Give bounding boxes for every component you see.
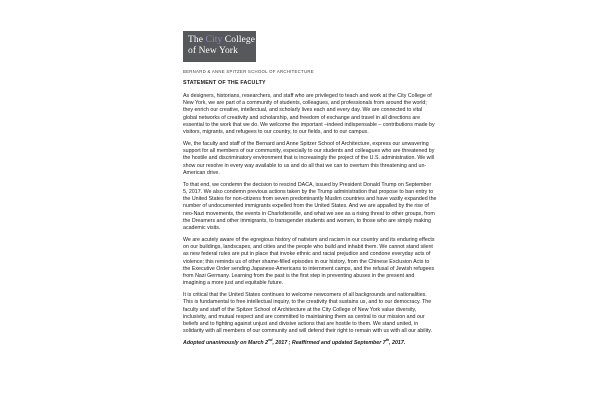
school-name: BERNARD & ANNE SPITZER SCHOOL OF ARCHITECTURE <box>183 69 314 74</box>
paragraph-3: To that end, we condemn the decision to rescind DACA, issued by President Donald Trump on September 5, 2017. We also condemn previous actions taken by the Trump administration that propose to ban entry to the United States for non-citizens from seven predominantly Muslim countries and have vastly expanded the number of undocumented immigrants expelled from the United States. And we are appalled by the rise of neo-Nazi movements, the events in Charlottesville, and what we see as a rising threat to other groups, from the Dreamers and other immigrants, to transgender students and women, to those who are simply making academic visits. <box>183 181 437 232</box>
paragraph-4: We are acutely aware of the egregious history of nativism and racism in our country and its enduring effects on our buildings, landscapes, and cities and the people who build and inhabit them. We cannot stand silent as new federal rules are put in place that invoke ethnic and racial prejudice and condone everyday acts of violence; this reminds us of other shame-filled episodes in our history, from the Chinese Exclusion Acts to the Executive Order sending Japanese-Americans to internment camps, and the refusal of Jewish refugees from Nazi Germany. Learning from the past is the first step in preventing abuses in the present and imagining a more just and equitable future. <box>183 237 435 287</box>
logo-word-the: The <box>188 35 206 45</box>
paragraph-1: As designers, historians, researchers, and staff who are privileged to teach and work at the City College of New York, we are part of a community of students, colleagues, and professionals from around the world; they enrich our creative, intellectual, and scholarly lives each and every day. We are connected to vital global networks of creativity and scholarship, and freedom of exchange and travel in all directions are essential to the work that we do. We welcome the important –indeed indispensable – contributions made by visitors, migrants, and refugees to our country, to our fields, and to our campus. <box>183 93 435 136</box>
adoption-part-1: Adopted unanimously on March 2 <box>183 340 269 347</box>
logo-line-2: of New York <box>188 45 238 56</box>
adoption-note <box>183 340 437 347</box>
document-content <box>183 31 437 347</box>
logo-word-college: College <box>222 35 256 45</box>
statement-body <box>183 93 437 335</box>
adoption-superscript-th: th <box>385 338 390 343</box>
paragraph-2: We, the faculty and staff of the Bernard and Anne Spitzer School of Architecture, express our unwavering support for all members of our community, especially to our students and colleagues who are threatened by the hostile and discriminatory environment that is increasingly the project of the U.S. administration. We will show our resolve in every way available to us and do all that we can to overturn this threatening and un-American drive. <box>183 141 435 176</box>
statement-title: STATEMENT OF THE FACULTY <box>183 80 266 86</box>
adoption-part-3: , 2017. <box>389 340 406 347</box>
adoption-part-2: , 2017 ; Reaffirmed and updated September 7 <box>272 340 386 347</box>
ccny-logo <box>183 31 256 62</box>
adoption-superscript-nd: nd <box>268 338 273 343</box>
logo-line-1 <box>188 35 256 46</box>
paragraph-5: It is critical that the United States continues to welcome newcomers of all backgrounds and nationalities. This is fundamental to free intellectual inquiry, to the creativity that sustains us, and to our democracy. The faculty and staff of the Spitzer School of Architecture at the City College of New York value diversity, inclusivity, and mutual respect and are committed to maintaining them as central to our mission and our beliefs and to fighting against unjust and divisive actions that are hostile to them. We stand united, in solidarity with all members of our community and will defend their right to remain with us with all our ability. <box>183 292 432 335</box>
logo-word-city: City <box>205 35 223 45</box>
